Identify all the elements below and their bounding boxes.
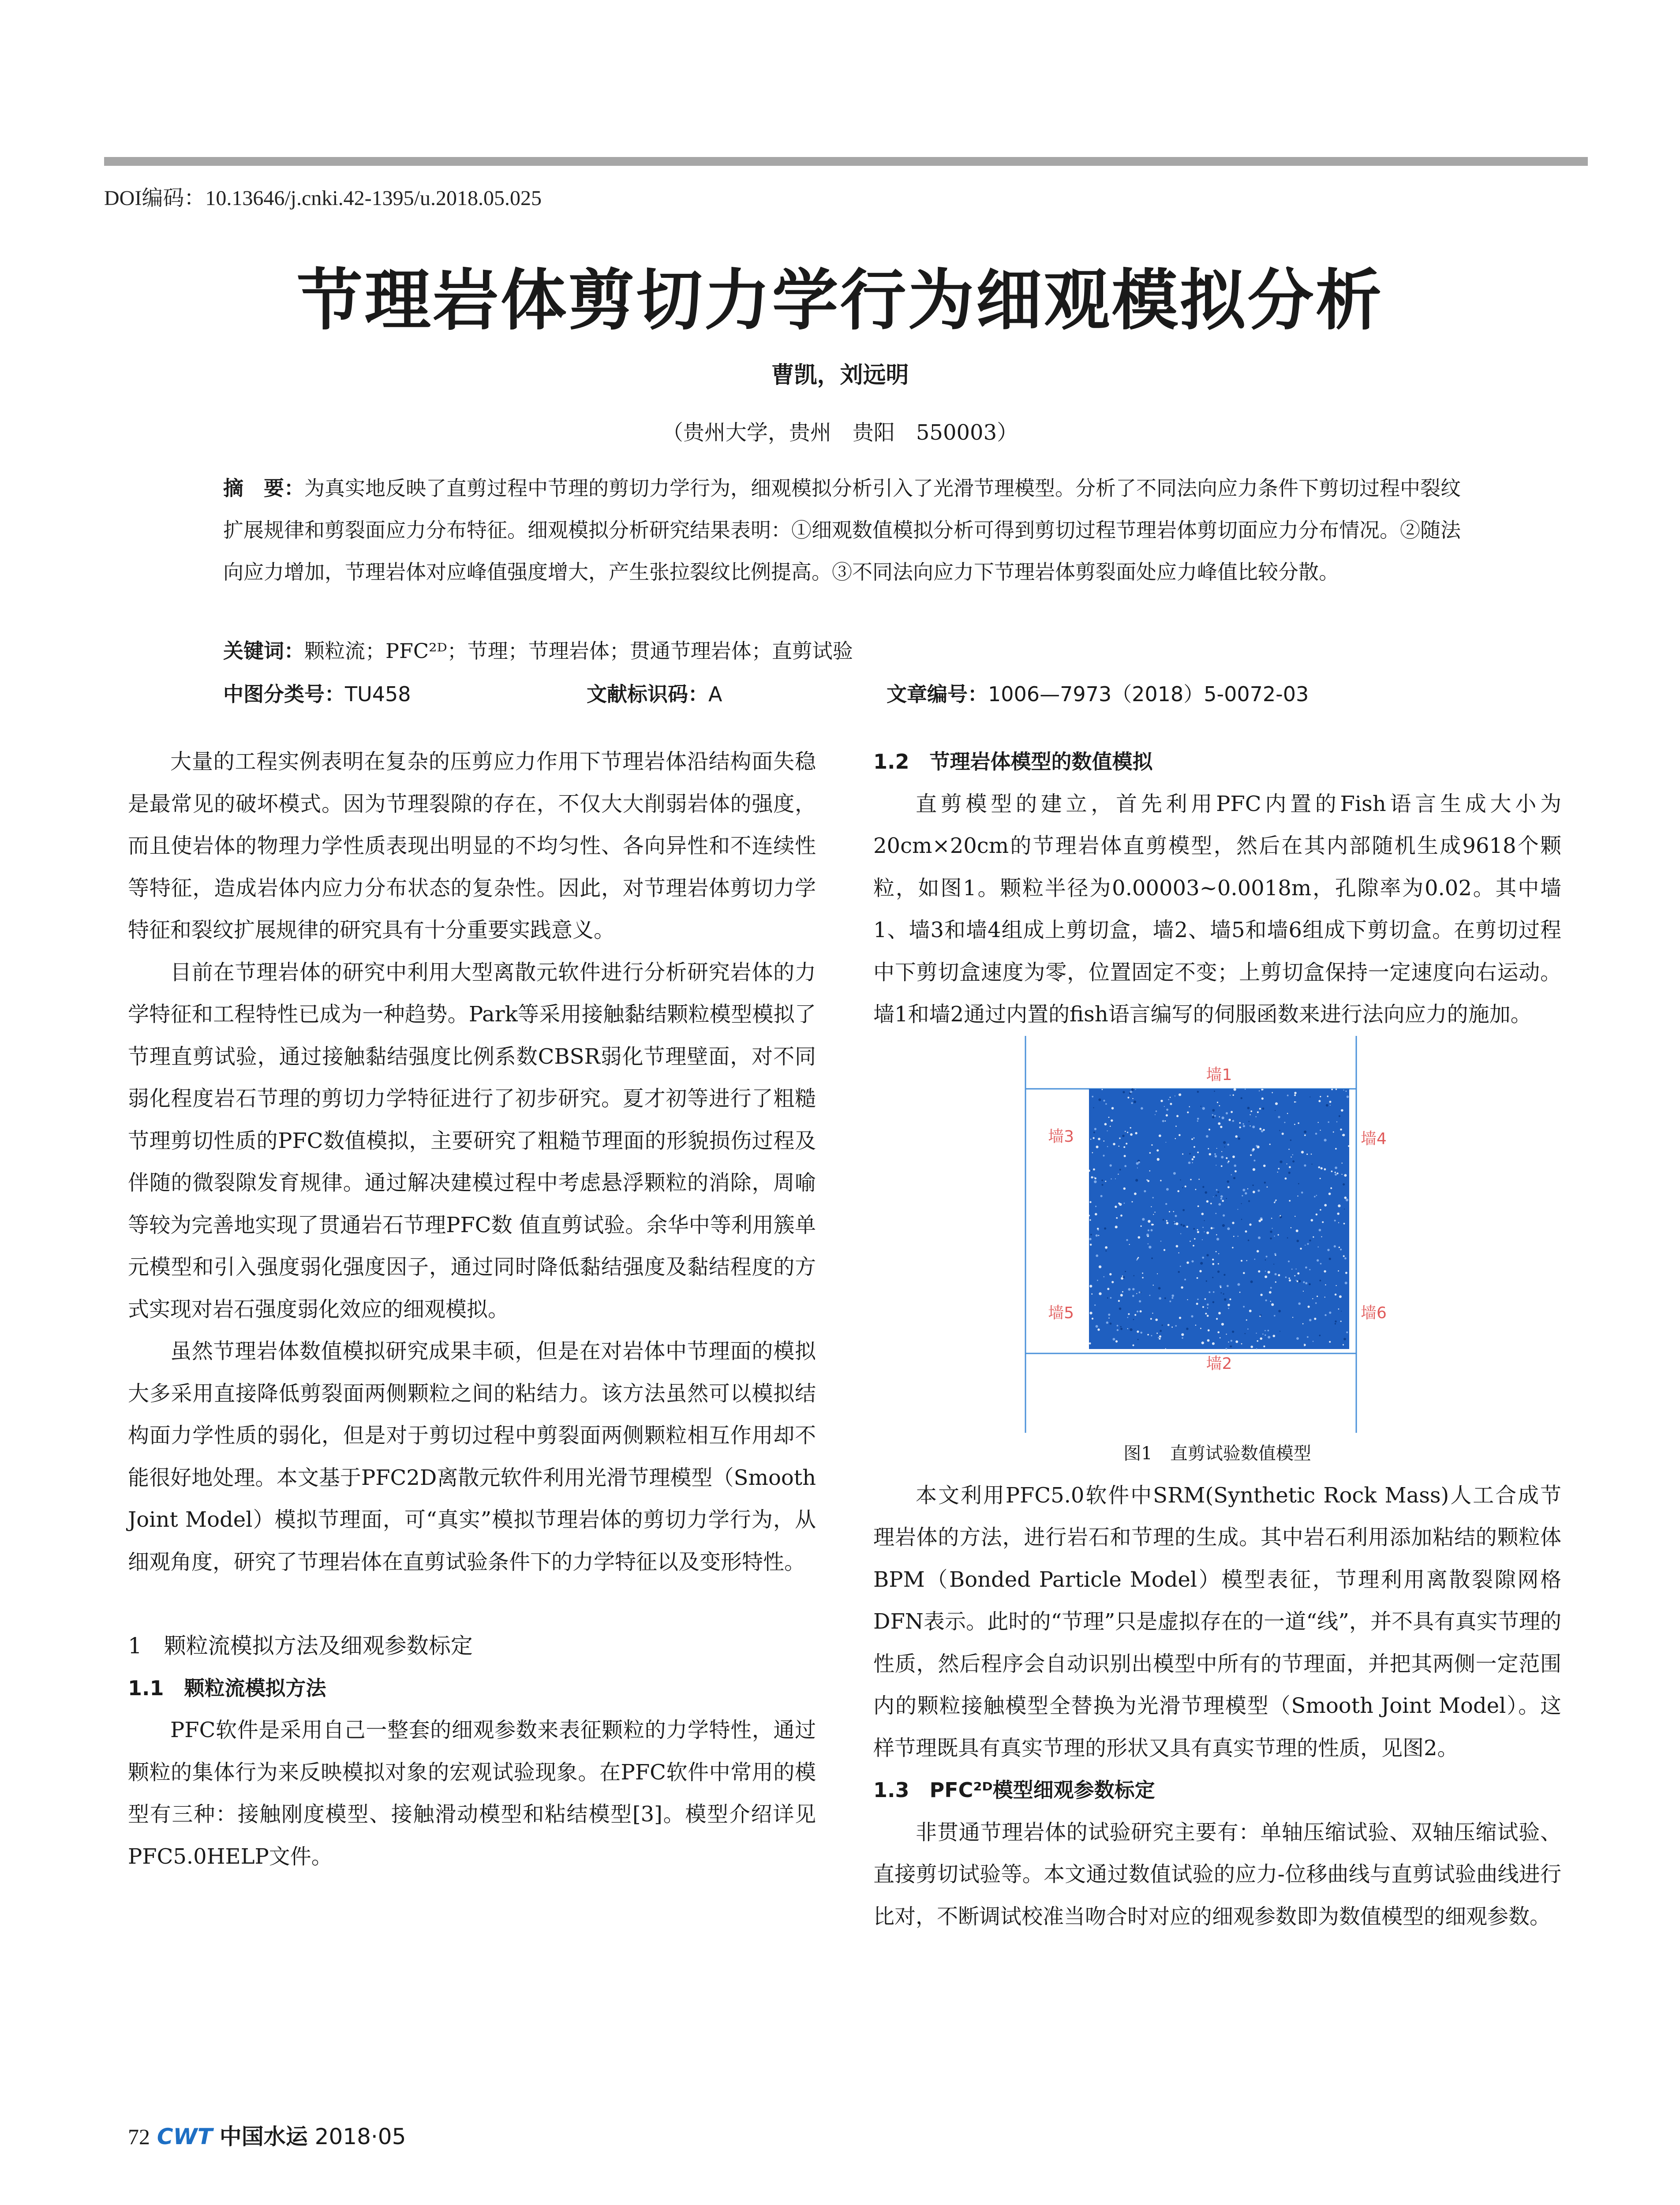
wall-5-label: 墙5 — [1048, 1304, 1074, 1322]
header-rule — [104, 157, 1588, 166]
wall-2-label: 墙2 — [1206, 1354, 1232, 1373]
keywords-label: 关键词： — [223, 639, 304, 663]
paragraph-intro-1: 大量的工程实例表明在复杂的压剪应力作用下节理岩体沿结构面失稳是最常见的破坏模式。因为节理裂隙的存在，不仅大大削弱岩体的强度，而且使岩体的物理力学性质表现出明显的不均匀性、各向异性和不连续性等特征，造成岩体内应力分布状态的复杂性。因此，对节理岩体剪切力学特征和裂纹扩展规律的研究具有十分重要实践意义。 — [128, 749, 816, 942]
wall-4-label: 墙4 — [1361, 1129, 1387, 1148]
right-column — [873, 741, 1561, 1938]
article-number-label: 文章编号： — [887, 682, 988, 706]
abstract-label: 摘 要： — [223, 476, 304, 500]
paragraph-1-1: PFC软件是采用自己一整套的细观参数来表征颗粒的力学特性，通过颗粒的集体行为来反映模拟对象的宏观试验现象。在PFC软件中常用的模型有三种：接触刚度模型、接触滑动模型和粘结模型[3]。模型介绍详见PFC5.0HELP文件。 — [128, 1718, 816, 1869]
keywords — [223, 635, 853, 664]
paragraph-intro-2: 目前在节理岩体的研究中利用大型离散元软件进行分析研究岩体的力学特征和工程特性已成为一种趋势。Park等采用接触黏结颗粒模型模拟了节理直剪试验，通过接触黏结强度比例系数CBSR弱化节理壁面，对不同弱化程度岩石节理的剪切力学特征进行了初步研究。夏才初等进行了粗糙节理剪切性质的PFC数值模拟，主要研究了粗糙节理面的形貌损伤过程及伴随的微裂隙发育规律。通过解决建模过程中考虑悬浮颗粒的消除，周喻等较为完善地实现了贯通岩石节理PFC数 值直剪试验。余华中等利用簇单元模型和引入强度弱化强度因子，通过同时降低黏结强度及黏结程度的方式实现对岩石强度弱化效应的细观模拟。 — [128, 960, 816, 1322]
wall-3-label: 墙3 — [1048, 1127, 1074, 1146]
direct-shear-model-diagram — [873, 1036, 1561, 1433]
paragraph-1-2: 直剪模型的建立，首先利用PFC内置的Fish语言生成大小为20cm×20cm的节理岩体直剪模型，然后在其内部随机生成9618个颗粒，如图1。颗粒半径为0.00003~0.0018m，孔隙率为0.02。其中墙1、墙3和墙4组成上剪切盒，墙2、墙5和墙6组成下剪切盒。在剪切过程中下剪切盒速度为零，位置固定不变；上剪切盒保持一定速度向右运动。墙1和墙2通过内置的fish语言编写的伺服函数来进行法向应力的施加。 — [873, 791, 1561, 1027]
page-number: 72 — [128, 2124, 150, 2149]
wall-6-label: 墙6 — [1361, 1304, 1387, 1322]
abstract — [223, 467, 1476, 593]
article-number — [887, 678, 1309, 707]
section-heading-1-3: 1.3 PFC²ᴰ模型细观参数标定 — [873, 1778, 1155, 1802]
article-number-value: 1006—7973（2018）5-0072-03 — [988, 682, 1309, 706]
clc-value: TU458 — [345, 682, 411, 706]
figure-1-caption: 图1 直剪试验数值模型 — [1123, 1443, 1311, 1464]
paragraph-intro-3: 虽然节理岩体数值模拟研究成果丰硕，但是在对岩体中节理面的模拟大多采用直接降低剪裂面两侧颗粒之间的粘结力。该方法虽然可以模拟结构面力学性质的弱化，但是对于剪切过程中剪裂面两侧颗粒相互作用却不能很好地处理。本文基于PFC2D离散元软件利用光滑节理模型（Smooth Joint Model）模拟节理面，可“真实”模拟节理岩体的剪切力学行为，从细观角度，研究了节理岩体在直剪试验条件下的力学特征以及变形特性。 — [128, 1339, 816, 1574]
journal-issue: 2018·05 — [314, 2124, 406, 2149]
page-footer — [128, 2119, 406, 2151]
paragraph-1-3: 非贯通节理岩体的试验研究主要有：单轴压缩试验、双轴压缩试验、直接剪切试验等。本文通过数值试验的应力-位移曲线与直剪试验曲线进行比对，不断调试校准当吻合时对应的细观参数即为数值模型的细观参数。 — [873, 1820, 1561, 1929]
doc-code — [587, 678, 722, 707]
journal-name: 中国水运 — [219, 2124, 308, 2149]
clc-number — [223, 678, 411, 707]
paragraph-srm: 本文利用PFC5.0软件中SRM(Synthetic Rock Mass)人工合成节理岩体的方法，进行岩石和节理的生成。其中岩石利用添加粘结的颗粒体BPM（Bonded Particle Model）模型表征，节理利用离散裂隙网格DFN表示。此时的“节理”只是虚拟存在的一道“线”，并不具有真实节理的性质，然后程序会自动识别出模型中所有的节理面，并把其两侧一定范围内的颗粒接触模型全替换为光滑节理模型（Smooth Joint Model）。这样节理既具有真实节理的形状又具有真实节理的性质，见图2。 — [873, 1483, 1561, 1760]
clc-label: 中图分类号： — [223, 682, 345, 706]
journal-logo: CWT — [157, 2124, 213, 2149]
keywords-text: 颗粒流；PFC²ᴰ；节理；节理岩体；贯通节理岩体；直剪试验 — [304, 639, 853, 663]
affiliation: （贵州大学，贵州 贵阳 550003） — [662, 420, 1018, 445]
paper-title: 节理岩体剪切力学行为细观模拟分析 — [296, 262, 1384, 339]
particle-assembly — [1089, 1089, 1349, 1349]
figure-1 — [873, 1036, 1561, 1433]
left-column — [128, 741, 816, 1878]
wall-1-label: 墙1 — [1206, 1065, 1232, 1084]
authors: 曹凯，刘远明 — [771, 362, 909, 389]
section-heading-1: 1 颗粒流模拟方法及细观参数标定 — [128, 1633, 473, 1659]
section-heading-1-1: 1.1 颗粒流模拟方法 — [128, 1676, 326, 1700]
abstract-text: 为真实地反映了直剪过程中节理的剪切力学行为，细观模拟分析引入了光滑节理模型。分析了不同法向应力条件下剪切过程中裂纹扩展规律和剪裂面应力分布特征。细观模拟分析研究结果表明：①细观数值模拟分析可得到剪切过程节理岩体剪切面应力分布情况。②随法向应力增加，节理岩体对应峰值强度增大，产生张拉裂纹比例提高。③不同法向应力下节理岩体剪裂面处应力峰值比较分散。 — [223, 476, 1461, 584]
doc-code-label: 文献标识码： — [587, 682, 708, 706]
section-heading-1-2: 1.2 节理岩体模型的数值模拟 — [873, 750, 1153, 774]
doi: DOI编码：10.13646/j.cnki.42-1395/u.2018.05.025 — [104, 187, 542, 210]
doc-code-value: A — [708, 682, 722, 706]
